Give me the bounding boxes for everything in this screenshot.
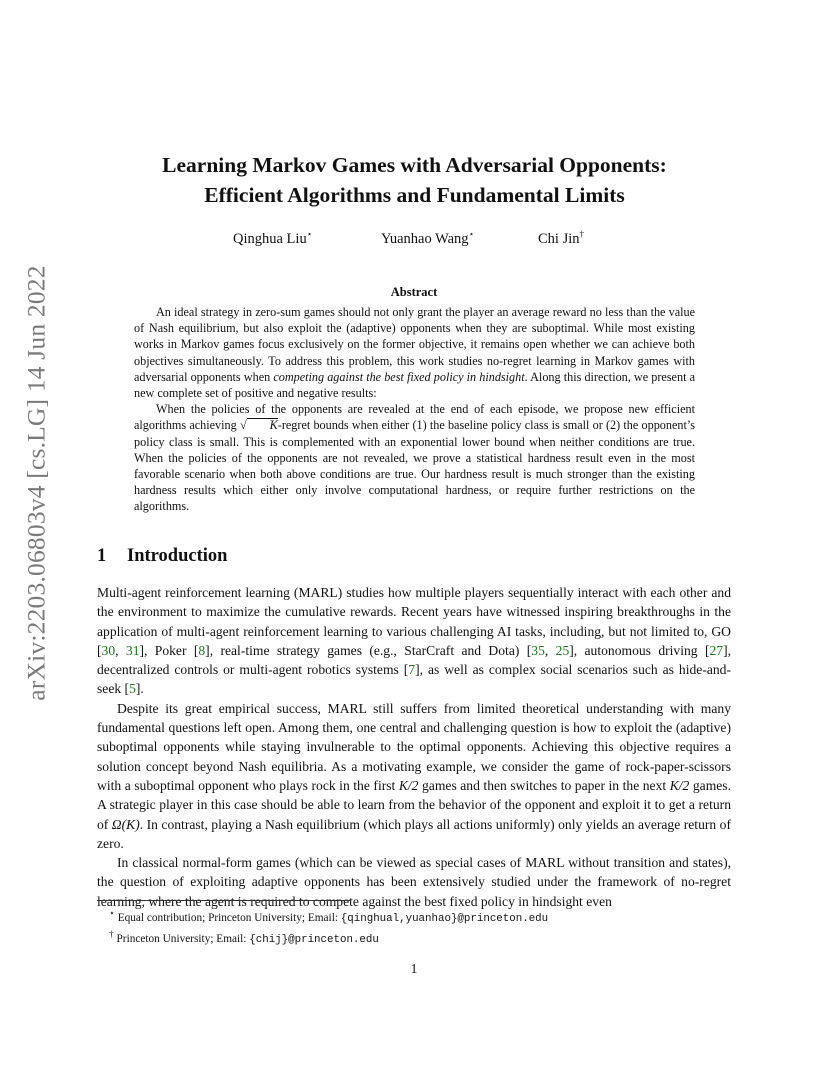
footnote-mark: ⋆: [109, 909, 115, 919]
math-expression: Ω(K): [111, 816, 140, 832]
section-number: 1: [97, 546, 107, 566]
intro-text: ], as well as complex social scenarios such as hide-and-seek [: [97, 662, 732, 697]
page-number: 1: [410, 961, 418, 976]
footnote-email: {qinghual,yuanhao}@princeton.edu: [340, 912, 549, 925]
arxiv-identifier: [22, 264, 52, 701]
arxiv-identifier-text: arXiv:2203.06803v4 [cs.LG] 14 Jun 2022: [22, 264, 52, 701]
paper-title-line-1: Learning Markov Games with Adversarial Opponents:: [162, 153, 667, 177]
citation-link[interactable]: 25: [555, 642, 570, 658]
citation-link[interactable]: 31: [125, 642, 140, 658]
author-1-mark: ⋆: [306, 229, 313, 239]
footnote-text: Equal contribution; Princeton University; Email:: [114, 911, 341, 924]
introduction-body: [97, 583, 731, 911]
intro-text: Multi-agent reinforcement learning (MARL) studies how multiple players sequentially interact with each other and the environment to maximize the cumulative rewards. Recent years have witnessed inspiring breakthroughs in the application of multi-agent reinforcement learning to various challenging AI tasks, including, but not limited to, GO [: [97, 585, 731, 658]
abstract-paragraph-1: [134, 304, 695, 401]
paper-title-line-2: Efficient Algorithms and Fundamental Limits: [204, 183, 625, 207]
intro-paragraph-2: [97, 699, 731, 853]
citation-link[interactable]: 35: [531, 642, 545, 658]
abstract-paragraph-2: [134, 401, 695, 514]
intro-text: Despite its great empirical success, MARL still suffers from limited theoretical understanding with many fundamental questions left open. Among them, one central and challenging question is how to exploit the (adaptive) suboptimal opponents while staying invulnerable to the optimal opponents. Achieving this objective requires a solution concept beyond Nash equilibria. As a motivating example, we consider the game of rock-paper-scissors with a suboptimal opponent who plays rock in the first: [97, 700, 731, 793]
intro-text: . In contrast, playing a Nash equilibrium (which plays all actions uniformly) only yields an average return of zero.: [97, 816, 731, 851]
math-expression: K/2: [669, 777, 690, 793]
intro-text: games and then switches to paper in the next: [418, 777, 670, 793]
author-2: [381, 229, 474, 248]
footnote-email: {chij}@princeton.edu: [249, 933, 379, 946]
intro-text: ,: [115, 642, 126, 658]
citation-link[interactable]: 5: [129, 681, 136, 697]
footnote-text: Princeton University; Email:: [113, 932, 250, 945]
author-1-name: Qinghua Liu: [233, 230, 307, 247]
footnote-divider: [97, 900, 351, 901]
footnotes: [97, 906, 731, 948]
intro-paragraph-1: [97, 583, 731, 699]
intro-text: ], autonomous driving [: [569, 642, 710, 658]
citation-link[interactable]: 27: [709, 642, 724, 658]
abstract-text: When the policies of the opponents are revealed at the end of each episode, we propose new efficient algorithms achieving: [134, 402, 695, 433]
intro-text: games. A strategic player in this case should be able to learn from the behavior of the opponent and exploit it to get a return of: [97, 777, 731, 832]
abstract-text: -regret bounds when either (1) the baseline policy class is small or (2) the opponent’s policy class is small. This is complemented with an exponential lower bound when neither conditions are true. When the policies of the opponents are not revealed, we prove a statistical hardness result even in the most favorable scenario when both above conditions are true. Our hardness result is much stronger than the existing hardness results which either only involve computational hardness, or require further restrictions on the algorithms.: [134, 418, 695, 514]
abstract-text: An ideal strategy in zero-sum games should not only grant the player an average reward no less than the value of Nash equilibrium, but also exploit the (adaptive) opponents when they are suboptimal. While most existing works in Markov games focus exclusively on the former objective, it remains open whether we can achieve both objectives simultaneously. To address this problem, this work studies no-regret learning in Markov games with adversarial opponents when: [134, 305, 695, 384]
sqrt-symbol: √: [239, 418, 247, 433]
intro-paragraph-3: In classical normal-form games (which can be viewed as special cases of MARL without transition and states), the question of exploiting adaptive opponents has been extensively studied under the framework of no-regret learning, where the agent is required to compete against the best fixed policy in hindsight even: [97, 855, 731, 909]
sqrt-argument: K: [247, 418, 278, 431]
author-1: [233, 229, 312, 248]
section-heading: [97, 546, 227, 567]
footnote-1: [97, 906, 731, 927]
abstract-emphasis: competing against the best fixed policy in hindsight: [273, 369, 525, 384]
section-title: Introduction: [127, 546, 228, 566]
abstract-heading: Abstract: [390, 285, 438, 299]
math-expression: K/2: [398, 777, 419, 793]
intro-text: ].: [135, 681, 144, 697]
footnote-2: [97, 927, 731, 948]
author-2-mark: ⋆: [468, 229, 475, 239]
author-3-mark: †: [579, 229, 584, 239]
intro-text: ], real-time strategy games (e.g., StarCraft and Dota) [: [205, 642, 532, 658]
intro-text: ,: [544, 642, 556, 658]
citation-link[interactable]: 8: [198, 642, 206, 658]
author-2-name: Yuanhao Wang: [381, 230, 469, 247]
author-3: [538, 229, 584, 248]
abstract-body: [134, 304, 695, 515]
author-3-name: Chi Jin: [538, 230, 580, 247]
citation-link[interactable]: 7: [408, 662, 416, 678]
footnote-mark: †: [109, 929, 114, 940]
intro-text: ], decentralized controls or multi-agent robotics systems [: [97, 642, 732, 678]
paper-title: [97, 150, 732, 210]
intro-text: ], Poker [: [139, 642, 199, 658]
abstract-text: . Along this direction, we present a new complete set of positive and negative results:: [134, 369, 695, 401]
citation-link[interactable]: 30: [101, 642, 116, 658]
